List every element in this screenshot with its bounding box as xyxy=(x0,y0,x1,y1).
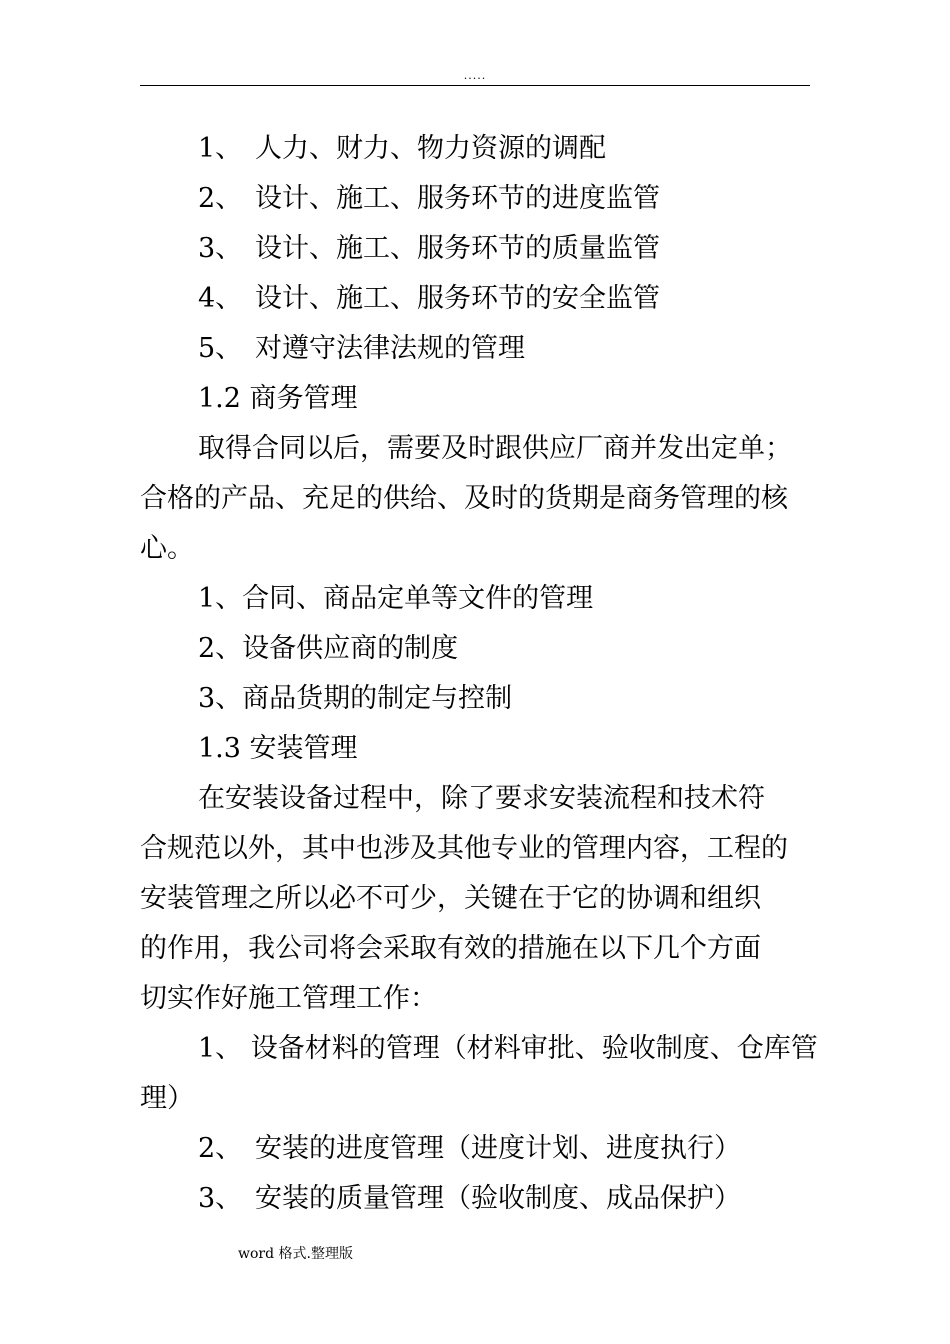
header-rule xyxy=(140,85,810,86)
list-number: 2、 xyxy=(198,183,243,214)
paragraph-line: 心。 xyxy=(140,533,194,564)
list-item: 1、 设备材料的管理（材料审批、验收制度、仓库管 xyxy=(198,1033,818,1064)
document-body xyxy=(140,124,818,1224)
list-item: 1、合同、商品定单等文件的管理 xyxy=(198,583,594,614)
list-text: 设计、施工、服务环节的进度监管 xyxy=(255,183,660,214)
list-number: 3、 xyxy=(198,233,243,264)
list-item xyxy=(140,274,810,324)
list-item: 2、设备供应商的制度 xyxy=(198,633,459,664)
list-item xyxy=(140,324,810,374)
list-item xyxy=(140,1124,810,1174)
list-item-continuation: 理） xyxy=(140,1083,194,1114)
paragraph-line: 安装管理之所以必不可少，关键在于它的协调和组织 xyxy=(140,883,761,914)
list-number: 3、 xyxy=(198,1183,243,1214)
paragraph-line: 合格的产品、充足的供给、及时的货期是商务管理的核 xyxy=(140,483,788,514)
list-item: 3、商品货期的制定与控制 xyxy=(198,683,513,714)
list-text: 人力、财力、物力资源的调配 xyxy=(255,133,606,164)
paragraph-line: 在安装设备过程中，除了要求安装流程和技术符 xyxy=(198,783,765,814)
list-text: 对遵守法律法规的管理 xyxy=(255,333,525,364)
list-item xyxy=(140,1174,810,1224)
list-item xyxy=(140,124,810,174)
section-heading-1-2: 1.2 商务管理 xyxy=(198,383,358,414)
list-number: 5、 xyxy=(198,333,243,364)
section-heading-1-3: 1.3 安装管理 xyxy=(198,733,358,764)
list-item xyxy=(140,224,810,274)
list-text: 安装的进度管理（进度计划、进度执行） xyxy=(255,1133,741,1164)
paragraph-line: 合规范以外，其中也涉及其他专业的管理内容，工程的 xyxy=(140,833,788,864)
paragraph-line: 切实作好施工管理工作： xyxy=(140,983,437,1014)
footer-text: word 格式.整理版 xyxy=(238,1246,353,1262)
header-dots: ..... xyxy=(463,69,487,82)
list-number: 1、 xyxy=(198,133,243,164)
list-item xyxy=(140,174,810,224)
paragraph-line: 取得合同以后，需要及时跟供应厂商并发出定单； xyxy=(198,433,792,464)
list-number: 4、 xyxy=(198,283,243,314)
list-text: 设计、施工、服务环节的安全监管 xyxy=(255,283,660,314)
list-text: 设计、施工、服务环节的质量监管 xyxy=(255,233,660,264)
list-number: 2、 xyxy=(198,1133,243,1164)
list-text: 安装的质量管理（验收制度、成品保护） xyxy=(255,1183,741,1214)
paragraph-line: 的作用，我公司将会采取有效的措施在以下几个方面 xyxy=(140,933,761,964)
